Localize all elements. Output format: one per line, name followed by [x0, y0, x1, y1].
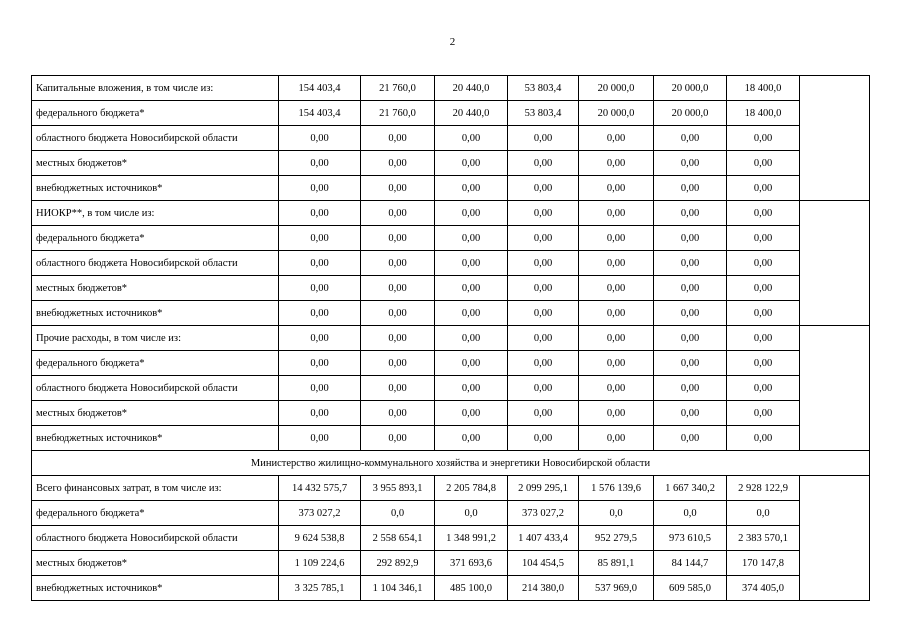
table-row — [32, 151, 870, 176]
value-cell: 0,00 — [508, 176, 579, 201]
row-label: местных бюджетов* — [32, 276, 279, 301]
value-cell: 0,00 — [579, 201, 654, 226]
value-cell: 0,0 — [727, 501, 800, 526]
value-cell: 0,0 — [435, 501, 508, 526]
value-cell: 20 440,0 — [435, 101, 508, 126]
value-cell: 0,00 — [579, 301, 654, 326]
value-cell: 0,00 — [508, 426, 579, 451]
value-cell: 0,00 — [361, 401, 435, 426]
value-cell: 1 667 340,2 — [654, 476, 727, 501]
value-cell: 0,00 — [579, 376, 654, 401]
section-heading-row — [32, 451, 870, 476]
value-cell: 0,00 — [508, 376, 579, 401]
row-label: внебюджетных источников* — [32, 426, 279, 451]
table-row — [32, 551, 870, 576]
value-cell: 0,00 — [361, 126, 435, 151]
value-cell: 0,00 — [435, 251, 508, 276]
value-cell: 0,00 — [579, 176, 654, 201]
value-cell: 0,00 — [435, 201, 508, 226]
value-cell: 0,00 — [361, 201, 435, 226]
row-label: федерального бюджета* — [32, 226, 279, 251]
value-cell: 0,00 — [361, 251, 435, 276]
table-row — [32, 476, 870, 501]
value-cell: 0,00 — [279, 276, 361, 301]
row-label: внебюджетных источников* — [32, 301, 279, 326]
value-cell: 0,00 — [654, 201, 727, 226]
value-cell: 0,00 — [654, 126, 727, 151]
value-cell: 0,00 — [508, 276, 579, 301]
value-cell: 170 147,8 — [727, 551, 800, 576]
value-cell: 2 099 295,1 — [508, 476, 579, 501]
value-cell: 0,00 — [508, 151, 579, 176]
value-cell: 0,00 — [727, 126, 800, 151]
value-cell: 0,00 — [279, 176, 361, 201]
value-cell: 0,0 — [654, 501, 727, 526]
value-cell: 0,00 — [508, 326, 579, 351]
value-cell: 0,00 — [727, 176, 800, 201]
value-cell: 1 109 224,6 — [279, 551, 361, 576]
page-number: 2 — [449, 36, 456, 48]
value-cell: 952 279,5 — [579, 526, 654, 551]
table-row — [32, 526, 870, 551]
value-cell: 21 760,0 — [361, 76, 435, 101]
row-label: областного бюджета Новосибирской области — [32, 526, 279, 551]
section-heading: Министерство жилищно-коммунального хозяйства и энергетики Новосибирской области — [32, 451, 870, 476]
row-label: федерального бюджета* — [32, 351, 279, 376]
value-cell: 0,00 — [361, 326, 435, 351]
table-row — [32, 576, 870, 601]
row-label: Всего финансовых затрат, в том числе из: — [32, 476, 279, 501]
value-cell: 0,00 — [654, 151, 727, 176]
value-cell: 0,00 — [727, 251, 800, 276]
table-row — [32, 301, 870, 326]
value-cell: 373 027,2 — [279, 501, 361, 526]
value-cell: 1 576 139,6 — [579, 476, 654, 501]
value-cell: 0,00 — [579, 276, 654, 301]
value-cell: 0,00 — [654, 301, 727, 326]
value-cell: 373 027,2 — [508, 501, 579, 526]
value-cell: 0,00 — [727, 326, 800, 351]
value-cell: 214 380,0 — [508, 576, 579, 601]
value-cell: 0,00 — [435, 376, 508, 401]
table-row — [32, 351, 870, 376]
row-label: внебюджетных источников* — [32, 576, 279, 601]
value-cell: 0,00 — [279, 226, 361, 251]
value-cell: 0,00 — [579, 401, 654, 426]
value-cell: 3 955 893,1 — [361, 476, 435, 501]
value-cell: 0,00 — [361, 151, 435, 176]
value-cell: 0,00 — [508, 351, 579, 376]
value-cell: 0,00 — [654, 251, 727, 276]
row-label: Капитальные вложения, в том числе из: — [32, 76, 279, 101]
value-cell: 0,00 — [279, 426, 361, 451]
value-cell: 2 205 784,8 — [435, 476, 508, 501]
value-cell: 0,00 — [435, 151, 508, 176]
value-cell: 0,0 — [579, 501, 654, 526]
value-cell: 0,00 — [579, 251, 654, 276]
value-cell: 154 403,4 — [279, 101, 361, 126]
value-cell: 84 144,7 — [654, 551, 727, 576]
value-cell: 0,00 — [727, 351, 800, 376]
row-label: областного бюджета Новосибирской области — [32, 251, 279, 276]
value-cell: 0,00 — [727, 276, 800, 301]
value-cell: 0,00 — [508, 126, 579, 151]
value-cell: 20 000,0 — [654, 76, 727, 101]
financing-table — [31, 75, 870, 601]
value-cell: 104 454,5 — [508, 551, 579, 576]
value-cell: 0,00 — [654, 226, 727, 251]
empty-cell — [800, 201, 870, 326]
value-cell: 0,00 — [508, 226, 579, 251]
value-cell: 1 407 433,4 — [508, 526, 579, 551]
value-cell: 85 891,1 — [579, 551, 654, 576]
empty-cell — [800, 476, 870, 601]
value-cell: 0,00 — [654, 351, 727, 376]
value-cell: 0,00 — [508, 301, 579, 326]
value-cell: 0,00 — [727, 426, 800, 451]
value-cell: 292 892,9 — [361, 551, 435, 576]
value-cell: 18 400,0 — [727, 76, 800, 101]
value-cell: 53 803,4 — [508, 76, 579, 101]
value-cell: 0,00 — [727, 401, 800, 426]
row-label: местных бюджетов* — [32, 151, 279, 176]
value-cell: 0,00 — [435, 326, 508, 351]
value-cell: 0,00 — [435, 226, 508, 251]
value-cell: 154 403,4 — [279, 76, 361, 101]
table-row — [32, 501, 870, 526]
value-cell: 0,00 — [508, 201, 579, 226]
value-cell: 53 803,4 — [508, 101, 579, 126]
value-cell: 0,00 — [279, 326, 361, 351]
row-label: внебюджетных источников* — [32, 176, 279, 201]
value-cell: 14 432 575,7 — [279, 476, 361, 501]
row-label: местных бюджетов* — [32, 551, 279, 576]
value-cell: 0,00 — [279, 351, 361, 376]
table-row — [32, 126, 870, 151]
value-cell: 0,00 — [279, 301, 361, 326]
value-cell: 0,00 — [508, 251, 579, 276]
value-cell: 0,00 — [727, 376, 800, 401]
value-cell: 0,00 — [279, 201, 361, 226]
value-cell: 0,00 — [727, 301, 800, 326]
value-cell: 0,00 — [579, 126, 654, 151]
value-cell: 0,00 — [654, 326, 727, 351]
value-cell: 0,00 — [279, 376, 361, 401]
value-cell: 0,00 — [361, 301, 435, 326]
value-cell: 9 624 538,8 — [279, 526, 361, 551]
value-cell: 0,00 — [579, 351, 654, 376]
value-cell: 0,00 — [435, 351, 508, 376]
value-cell: 0,00 — [435, 276, 508, 301]
value-cell: 0,00 — [361, 426, 435, 451]
value-cell: 0,00 — [727, 226, 800, 251]
table-row — [32, 101, 870, 126]
value-cell: 0,00 — [654, 376, 727, 401]
value-cell: 20 000,0 — [654, 101, 727, 126]
row-label: Прочие расходы, в том числе из: — [32, 326, 279, 351]
value-cell: 0,00 — [727, 151, 800, 176]
value-cell: 537 969,0 — [579, 576, 654, 601]
value-cell: 0,00 — [654, 401, 727, 426]
row-label: федерального бюджета* — [32, 501, 279, 526]
value-cell: 20 000,0 — [579, 76, 654, 101]
table-row — [32, 326, 870, 351]
value-cell: 0,00 — [279, 126, 361, 151]
value-cell: 0,00 — [361, 351, 435, 376]
row-label: федерального бюджета* — [32, 101, 279, 126]
table-row — [32, 176, 870, 201]
value-cell: 0,00 — [361, 376, 435, 401]
table-row — [32, 251, 870, 276]
value-cell: 973 610,5 — [654, 526, 727, 551]
value-cell: 0,00 — [279, 251, 361, 276]
value-cell: 0,0 — [361, 501, 435, 526]
value-cell: 20 000,0 — [579, 101, 654, 126]
table-row — [32, 276, 870, 301]
table-row — [32, 376, 870, 401]
value-cell: 0,00 — [727, 201, 800, 226]
value-cell: 1 348 991,2 — [435, 526, 508, 551]
value-cell: 2 928 122,9 — [727, 476, 800, 501]
table-row — [32, 426, 870, 451]
value-cell: 1 104 346,1 — [361, 576, 435, 601]
value-cell: 18 400,0 — [727, 101, 800, 126]
row-label: областного бюджета Новосибирской области — [32, 126, 279, 151]
value-cell: 0,00 — [435, 176, 508, 201]
row-label: местных бюджетов* — [32, 401, 279, 426]
table-row — [32, 226, 870, 251]
value-cell: 0,00 — [654, 176, 727, 201]
value-cell: 0,00 — [579, 426, 654, 451]
value-cell: 0,00 — [361, 276, 435, 301]
value-cell: 0,00 — [279, 151, 361, 176]
value-cell: 0,00 — [579, 326, 654, 351]
value-cell: 0,00 — [508, 401, 579, 426]
value-cell: 609 585,0 — [654, 576, 727, 601]
value-cell: 0,00 — [654, 276, 727, 301]
table-row — [32, 201, 870, 226]
value-cell: 371 693,6 — [435, 551, 508, 576]
value-cell: 2 558 654,1 — [361, 526, 435, 551]
value-cell: 0,00 — [361, 226, 435, 251]
table-row — [32, 76, 870, 101]
value-cell: 0,00 — [654, 426, 727, 451]
value-cell: 0,00 — [435, 426, 508, 451]
value-cell: 20 440,0 — [435, 76, 508, 101]
table-row — [32, 401, 870, 426]
value-cell: 0,00 — [361, 176, 435, 201]
row-label: областного бюджета Новосибирской области — [32, 376, 279, 401]
value-cell: 0,00 — [579, 151, 654, 176]
empty-cell — [800, 76, 870, 201]
row-label: НИОКР**, в том числе из: — [32, 201, 279, 226]
empty-cell — [800, 326, 870, 451]
value-cell: 0,00 — [435, 301, 508, 326]
value-cell: 0,00 — [579, 226, 654, 251]
value-cell: 374 405,0 — [727, 576, 800, 601]
table-body — [32, 76, 870, 601]
value-cell: 3 325 785,1 — [279, 576, 361, 601]
value-cell: 0,00 — [435, 126, 508, 151]
value-cell: 2 383 570,1 — [727, 526, 800, 551]
value-cell: 0,00 — [435, 401, 508, 426]
value-cell: 21 760,0 — [361, 101, 435, 126]
value-cell: 0,00 — [279, 401, 361, 426]
value-cell: 485 100,0 — [435, 576, 508, 601]
